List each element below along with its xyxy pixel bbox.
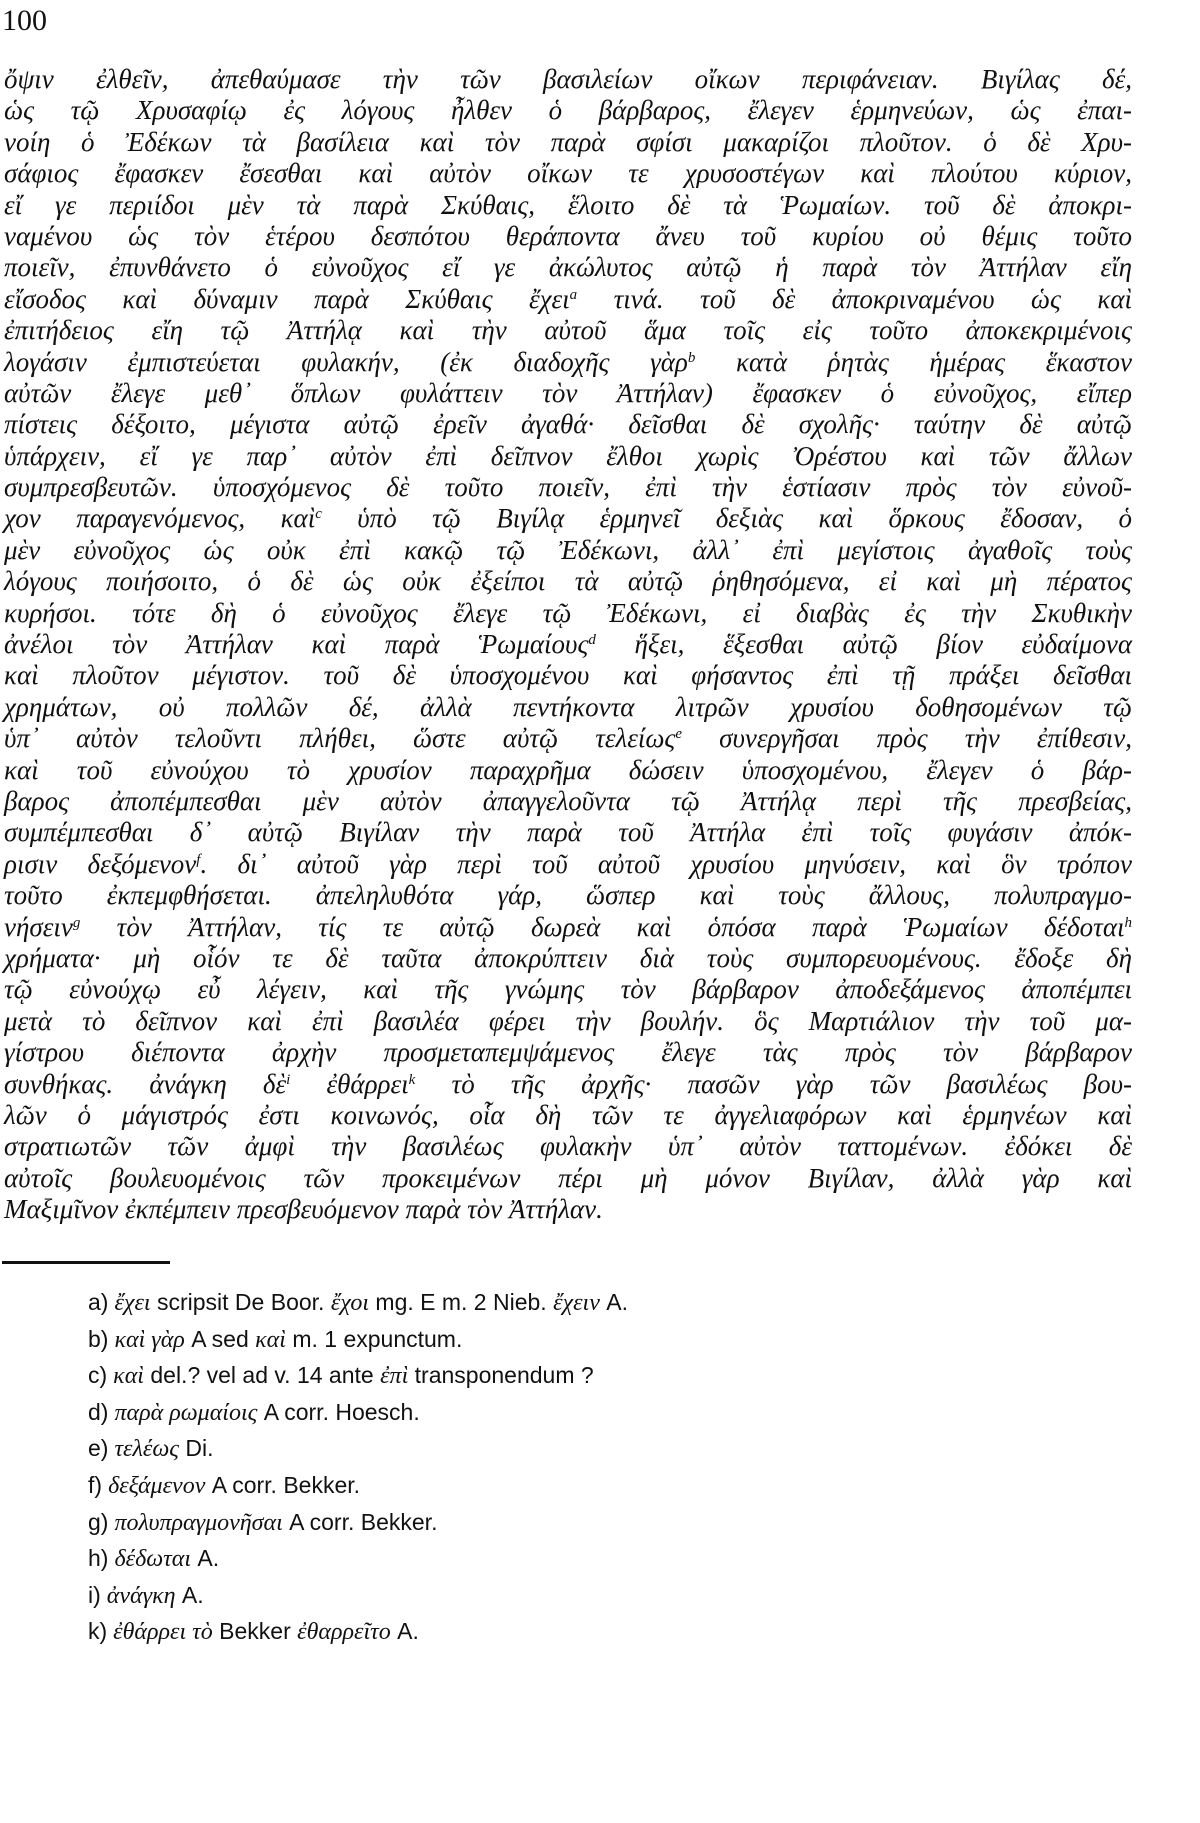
footnote-reference: e: [675, 726, 683, 743]
text-segment: συμπρεσβευτῶν. ὑποσχόμενος δὲ τοῦτο ποιεῖν, ἐπὶ τὴν ἑστίασιν πρὸς τὸν εὐνοῦ-: [4, 472, 1132, 503]
text-segment: χρημάτων, οὐ πολλῶν δέ, ἀλλὰ πεντήκοντα λιτρῶν χρυσίου δοθησομένων τῷ: [4, 691, 1132, 722]
text-line: [4, 912, 1132, 943]
text-line: [4, 158, 1132, 189]
text-line: [4, 1100, 1132, 1131]
footnote-text: A.: [599, 1289, 628, 1315]
text-line: [4, 692, 1132, 723]
footnote-label: c): [88, 1362, 108, 1389]
text-segment: εἴ γε περιίδοι μὲν τὰ παρὰ Σκύθαις, ἕλοιτο δὲ τὰ Ῥωμαίων. τοῦ δὲ ἀποκρι-: [4, 189, 1132, 220]
text-segment: Μαξιμῖνον ἐκπέμπειν πρεσβευόμενον παρὰ τὸν Ἀττήλαν.: [4, 1194, 603, 1225]
footnote: [88, 1430, 628, 1467]
footnote-reference: i: [286, 1071, 291, 1088]
text-segment: τὸ τῆς ἀρχῆς· πασῶν γὰρ τῶν βασιλέως βου-: [415, 1068, 1133, 1099]
text-segment: ὡς τῷ Χρυσαφίῳ ἐς λόγους ἦλθεν ὁ βάρβαρος, ἔλεγεν ἑρμηνεύων, ὡς ἐπαι-: [4, 95, 1132, 126]
footnote-separator-rule: [2, 1261, 170, 1264]
footnote: [88, 1467, 628, 1504]
footnote-text: A corr. Hoesch.: [257, 1398, 420, 1425]
text-segment: χον παραγενόμενος, καὶ: [4, 503, 316, 534]
footnote-label: g): [88, 1508, 109, 1535]
text-line: [4, 849, 1132, 880]
text-line: [4, 786, 1132, 817]
text-line: [4, 660, 1132, 691]
text-segment: μετὰ τὸ δεῖπνον καὶ ἐπὶ βασιλέα φέρει τὴν βουλήν. ὃς Μαρτιάλιον τὴν τοῦ μα-: [4, 1005, 1132, 1036]
footnote-text: A.: [191, 1545, 220, 1572]
text-line: [4, 503, 1132, 534]
footnote-greek-reading: ἐθάρρει τὸ: [113, 1619, 213, 1646]
footnote-text: Di.: [179, 1435, 214, 1462]
text-segment: ἀνέλοι τὸν Ἀττήλαν καὶ παρὰ Ῥωμαίους: [4, 629, 589, 660]
greek-body-text: [4, 64, 1132, 1225]
text-segment: λόγους ποιήσοιτο, ὁ δὲ ὡς οὐκ ἐξείποι τὰ αὐτῷ ῥηθησόμενα, εἰ καὶ μὴ πέρατος: [4, 566, 1132, 597]
text-line: [4, 723, 1132, 754]
text-line: [4, 1037, 1132, 1068]
footnote-text: Bekker: [212, 1618, 298, 1645]
footnote: [88, 1357, 628, 1394]
footnote-reference: h: [1124, 914, 1132, 931]
footnote-label: h): [88, 1545, 109, 1572]
text-segment: ἐπιτήδειος εἴη τῷ Ἀττήλᾳ καὶ τὴν αὐτοῦ ἅμα τοῖς εἰς τοῦτο ἀποκεκριμένοις: [4, 315, 1132, 346]
footnote: [88, 1504, 628, 1541]
text-segment: συνθήκας. ἀνάγκη δὲ: [4, 1068, 287, 1099]
footnote-greek-reading: ἔχειν: [553, 1290, 600, 1316]
footnote-text: scripsit De Boor.: [150, 1289, 331, 1315]
footnote-greek-reading: παρὰ ρωμαίοις: [114, 1399, 258, 1426]
footnote-label: e): [88, 1435, 109, 1462]
text-segment: καὶ τοῦ εὐνούχου τὸ χρυσίον παραχρῆμα δώσειν ὑποσχομένου, ἔλεγεν ὁ βάρ-: [4, 754, 1132, 785]
text-segment: ναμένου ὡς τὸν ἑτέρου δεσπότου θεράποντα ἄνευ τοῦ κυρίου οὐ θέμις τοῦτο: [4, 220, 1132, 251]
footnote-greek-reading: δεξάμενον: [108, 1472, 206, 1499]
text-segment: βαρος ἀποπέμπεσθαι μὲν αὐτὸν ἀπαγγελοῦντα τῷ Ἀττήλᾳ περὶ τῆς πρεσβείας,: [4, 785, 1132, 816]
text-segment: εἴσοδος καὶ δύναμιν παρὰ Σκύθαις ἔχει: [4, 283, 570, 314]
footnote-label: d): [88, 1398, 109, 1425]
text-segment: αὐτῶν ἔλεγε μεθ᾽ ὅπλων φυλάττειν τὸν Ἀττήλαν) ἔφασκεν ὁ εὐνοῦχος, εἴπερ: [4, 377, 1132, 408]
text-line: [4, 221, 1132, 252]
text-segment: χρήματα· μὴ οἷόν τε δὲ ταῦτα ἀποκρύπτειν διὰ τοὺς συμπορευομένους. ἔδοξε δὴ: [4, 942, 1132, 973]
text-line: [4, 315, 1132, 346]
critical-apparatus-footnotes: [88, 1284, 628, 1650]
footnote-greek-reading: ἐπὶ: [380, 1363, 409, 1390]
text-line: [4, 95, 1132, 126]
footnote-reference: k: [408, 1071, 416, 1088]
text-line: [4, 974, 1132, 1005]
footnote: [88, 1394, 628, 1431]
text-segment: . δι᾽ αὐτοῦ γὰρ περὶ τοῦ αὐτοῦ χρυσίου μηνύσειν, καὶ ὃν τρόπον: [200, 848, 1132, 879]
text-segment: ὑπάρχειν, εἴ γε παρ᾽ αὐτὸν ἐπὶ δεῖπνον ἔλθοι χωρὶς Ὀρέστου καὶ τῶν ἄλλων: [4, 440, 1132, 471]
footnote-text: transponendum ?: [408, 1362, 594, 1389]
text-line: [4, 378, 1132, 409]
text-line: [4, 347, 1132, 378]
text-segment: νήσειν: [4, 911, 73, 942]
footnote-greek-reading: δέδωται: [114, 1546, 192, 1573]
text-line: [4, 943, 1132, 974]
text-segment: αὐτοῖς βουλευομένοις τῶν προκειμένων πέρι μὴ μόνον Βιγίλαν, ἀλλὰ γὰρ καὶ: [4, 1162, 1132, 1193]
text-line: [4, 598, 1132, 629]
text-segment: στρατιωτῶν τῶν ἀμφὶ τὴν βασιλέως φυλακὴν ὑπ᾽ αὐτὸν ταττομένων. ἐδόκει δὲ: [4, 1131, 1132, 1162]
footnote-greek-reading: ἔχοι: [330, 1290, 370, 1316]
text-segment: λῶν ὁ μάγιστρός ἐστι κοινωνός, οἷα δὴ τῶν τε ἀγγελιαφόρων καὶ ἑρμηνέων καὶ: [4, 1099, 1132, 1130]
footnote-text: A.: [175, 1581, 204, 1608]
page-number: 100: [2, 4, 47, 37]
footnote-text: A corr. Bekker.: [282, 1508, 438, 1535]
footnote-reference: c: [315, 506, 322, 523]
text-segment: κυρήσοι. τότε δὴ ὁ εὐνοῦχος ἔλεγε τῷ Ἐδέκωνι, εἰ διαβὰς ἐς τὴν Σκυθικὴν: [4, 597, 1132, 628]
text-segment: ὑπὸ τῷ Βιγίλᾳ ἑρμηνεῖ δεξιὰς καὶ ὅρκους ἔδοσαν, ὁ: [321, 503, 1133, 534]
footnote-greek-reading: ἐθαρρεῖτο: [297, 1619, 391, 1646]
text-line: [4, 127, 1132, 158]
footnote: [88, 1540, 628, 1577]
text-line: [4, 252, 1132, 283]
footnote-label: b): [88, 1325, 109, 1352]
footnote-greek-reading: πολυπραγμονῆσαι: [114, 1509, 283, 1536]
footnote: [88, 1613, 628, 1650]
text-line: [4, 1131, 1132, 1162]
footnote-reference: d: [588, 632, 596, 649]
text-segment: συμπέμπεσθαι δ᾽ αὐτῷ Βιγίλαν τὴν παρὰ τοῦ Ἀττήλα ἐπὶ τοῖς φυγάσιν ἀπόκ-: [4, 817, 1132, 848]
text-line: [4, 409, 1132, 440]
text-segment: ὄψιν ἐλθεῖν, ἀπεθαύμασε τὴν τῶν βασιλείων οἴκων περιφάνειαν. Βιγίλας δέ,: [4, 64, 1132, 94]
text-line: [4, 1006, 1132, 1037]
footnote-text: A.: [390, 1618, 419, 1645]
footnote-reference: a: [569, 286, 578, 303]
text-line: [4, 535, 1132, 566]
footnote-label: i): [88, 1581, 101, 1608]
text-line: [4, 1069, 1132, 1100]
text-line: [4, 566, 1132, 597]
footnote-greek-reading: καὶ γὰρ: [114, 1326, 185, 1353]
text-segment: μὲν εὐνοῦχος ὡς οὐκ ἐπὶ κακῷ τῷ Ἐδέκωνι, ἀλλ᾽ ἐπὶ μεγίστοις ἀγαθοῖς τοὺς: [4, 534, 1132, 565]
text-segment: σάφιος ἔφασκεν ἔσεσθαι καὶ αὐτὸν οἴκων τε χρυσοστέγων καὶ πλούτου κύριον,: [4, 158, 1132, 189]
text-segment: τῷ εὐνούχῳ εὖ λέγειν, καὶ τῆς γνώμης τὸν βάρβαρον ἀποδεξάμενος ἀποπέμπει: [4, 974, 1132, 1005]
footnote-reference: f: [196, 851, 201, 868]
footnote-text: m. 1 expunctum.: [285, 1325, 463, 1352]
footnote: [88, 1321, 628, 1358]
footnote-text: A sed: [184, 1325, 256, 1352]
text-segment: ὑπ᾽ αὐτὸν τελοῦντι πλήθει, ὥστε αὐτῷ τελείως: [4, 723, 676, 754]
text-segment: γίστρου διέποντα ἀρχὴν προσμεταπεμψάμενος ἔλεγε τὰς πρὸς τὸν βάρβαρον: [4, 1037, 1132, 1068]
footnote: [88, 1577, 628, 1614]
footnote-greek-reading: καὶ: [255, 1326, 286, 1353]
footnote-greek-reading: ἀνάγκη: [106, 1582, 176, 1609]
footnote-text: mg. E m. 2 Nieb.: [369, 1289, 554, 1315]
footnote-text: del.? vel ad v. 14 ante: [143, 1362, 381, 1389]
footnote-label: k): [88, 1618, 108, 1645]
text-segment: ἐθάρρει: [290, 1068, 409, 1099]
text-line: [4, 880, 1132, 911]
footnote-label: a): [88, 1289, 109, 1315]
text-segment: συνεργῆσαι πρὸς τὴν ἐπίθεσιν,: [682, 723, 1133, 754]
text-line: [4, 472, 1132, 503]
footnote-reference: g: [72, 914, 81, 931]
text-segment: καὶ πλοῦτον μέγιστον. τοῦ δὲ ὑποσχομένου καὶ φήσαντος ἐπὶ τῇ πράξει δεῖσθαι: [4, 660, 1132, 691]
text-line: [4, 190, 1132, 221]
text-segment: ἥξει, ἕξεσθαι αὐτῷ βίον εὐδαίμονα: [595, 629, 1132, 660]
text-line: [4, 629, 1132, 660]
text-segment: κατὰ ῥητὰς ἡμέρας ἕκαστον: [695, 346, 1132, 377]
text-line: [4, 284, 1132, 315]
text-line: [4, 1163, 1132, 1194]
footnote-label: f): [88, 1471, 103, 1498]
text-line: [4, 755, 1132, 786]
footnote-greek-reading: καὶ: [113, 1363, 144, 1390]
text-segment: λογάσιν ἐμπιστεύεται φυλακήν, (ἐκ διαδοχῆς γὰρ: [4, 346, 688, 377]
text-line: [4, 441, 1132, 472]
text-segment: ρισιν δεξόμενον: [4, 848, 197, 879]
text-line: [4, 1194, 1132, 1225]
text-segment: ποιεῖν, ἐπυνθάνετο ὁ εὐνοῦχος εἴ γε ἀκώλυτος αὐτῷ ἡ παρὰ τὸν Ἀττήλαν εἴη: [4, 252, 1132, 283]
text-line: [4, 64, 1132, 95]
footnote: [88, 1284, 628, 1321]
footnote-text: A corr. Bekker.: [205, 1471, 361, 1498]
text-segment: πίστεις δέξοιτο, μέγιστα αὐτῷ ἐρεῖν ἀγαθά· δεῖσθαι δὲ σχολῆς· ταύτην δὲ αὐτῷ: [4, 409, 1132, 440]
footnote-reference: b: [687, 349, 696, 366]
text-segment: νοίη ὁ Ἐδέκων τὰ βασίλεια καὶ τὸν παρὰ σφίσι μακαρίζοι πλοῦτον. ὁ δὲ Χρυ-: [4, 126, 1132, 157]
text-segment: τοῦτο ἐκπεμφθήσεται. ἀπεληλυθότα γάρ, ὥσπερ καὶ τοὺς ἄλλους, πολυπραγμο-: [4, 880, 1132, 911]
text-line: [4, 817, 1132, 848]
text-segment: τινά. τοῦ δὲ ἀποκριναμένου ὡς καὶ: [577, 283, 1132, 314]
footnote-greek-reading: τελέως: [114, 1436, 180, 1463]
footnote-greek-reading: ἔχει: [114, 1290, 151, 1316]
text-segment: τὸν Ἀττήλαν, τίς τε αὐτῷ δωρεὰ καὶ ὁπόσα παρὰ Ῥωμαίων δέδοται: [80, 911, 1125, 942]
